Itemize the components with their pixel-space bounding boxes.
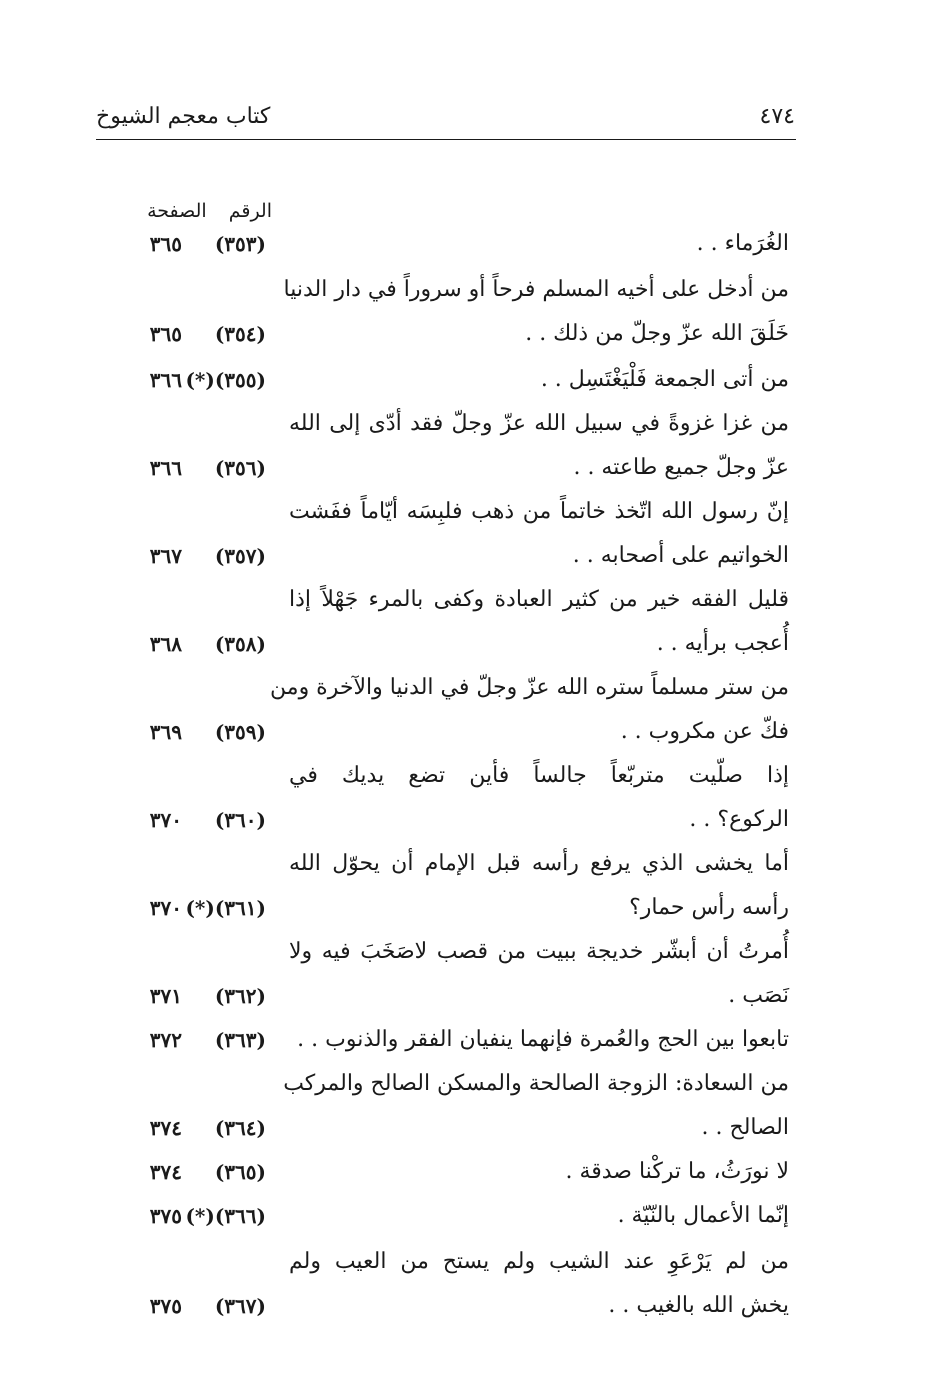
hadith-text: إنّما الأعمال بالنّيّة . [617,1203,789,1228]
hadith-number: (٣٦٦)(*) [185,1204,266,1228]
hadith-text: الركوع؟ . . [689,807,789,832]
page-reference: ٣٦٥ [149,232,182,256]
index-row [0,666,947,710]
hadith-text: الخواتيم على أصحابه . . [572,543,789,568]
index-row [0,578,947,622]
hadith-text: أما يخشى الذي يرفع رأسه قبل الإمام أن يحوّل الله [289,851,789,876]
index-row [0,1018,947,1062]
index-row [0,974,947,1018]
hadith-text: أُعجب برأيه . . [656,631,789,656]
hadith-text: من ستر مسلماً ستره الله عزّ وجلّ في الدنيا والآخرة ومن [270,675,789,700]
hadith-number: (٣٥٩) [214,720,266,744]
index-row [0,710,947,754]
page-reference: ٣٦٦ [149,456,182,480]
hadith-text: فكّ عن مكروب . . [620,719,789,744]
hadith-number: (٣٦٧) [214,1294,266,1318]
hadith-text: يخش الله بالغيب . . [608,1293,789,1318]
page-reference: ٣٧٠ [149,896,182,920]
index-row [0,1284,947,1328]
page-reference: ٣٧٤ [149,1160,182,1184]
hadith-number: (٣٦٥) [214,1160,266,1184]
hadith-text: عزّ وجلّ جميع طاعته . . [573,455,789,480]
page-number: ٤٧٤ [759,104,795,129]
hadith-text: خَلَقَ الله عزّ وجلّ من ذلك . . [525,321,789,346]
page-reference: ٣٧٤ [149,1116,182,1140]
hadith-number: (٣٥٧) [214,544,266,568]
hadith-number: (٣٦٣) [214,1028,266,1052]
index-row [0,1194,947,1238]
index-row [0,358,947,402]
index-row [0,1240,947,1284]
page-reference: ٣٧٠ [149,808,182,832]
index-row [0,402,947,446]
hadith-text: لا نورَثُ، ما تركْنا صدقة . [565,1159,789,1184]
hadith-number: (٣٥٣) [214,232,266,256]
hadith-number: (٣٥٦) [214,456,266,480]
index-row [0,842,947,886]
index-row [0,490,947,534]
column-headers [112,200,272,222]
page-reference: ٣٦٨ [149,632,182,656]
index-row [0,798,947,842]
hadith-number: (٣٦٤) [214,1116,266,1140]
index-row [0,622,947,666]
page-reference: ٣٧٥ [149,1204,182,1228]
hadith-text: من أتى الجمعة فَلْيَغْتَسِل . . [540,367,789,392]
hadith-number: (٣٦٠) [214,808,266,832]
index-row [0,930,947,974]
hadith-text: رأسه رأس حمار؟ [629,895,789,920]
hadith-number: (٣٥٥)(*) [185,368,266,392]
hadith-text: من أدخل على أخيه المسلم فرحاً أو سروراً في دار الدنيا [283,277,789,302]
page-reference: ٣٧٢ [149,1028,182,1052]
page-reference: ٣٦٩ [149,720,182,744]
index-row [0,754,947,798]
hadith-number: (٣٦١)(*) [185,896,266,920]
index-row [0,222,947,266]
index-row [0,312,947,356]
page-reference: ٣٧١ [149,984,182,1008]
hadith-text: نَصَب . [728,983,789,1008]
hadith-text: من غزا غزوةً في سبيل الله عزّ وجلّ فقد أدّى إلى الله [289,411,789,436]
index-row [0,1150,947,1194]
hadith-text: الصالح . . [701,1115,789,1140]
hadith-text: قليل الفقه خير من كثير العبادة وكفى بالمرء جَهْلاً إذا [289,587,789,612]
hadith-text: من السعادة: الزوجة الصالحة والمسكن الصالح والمركب [283,1071,789,1096]
page-reference: ٣٦٦ [149,368,182,392]
index-row [0,534,947,578]
hadith-text: من لم يَرْعَوِ عند الشيب ولم يستح من العيب ولم [289,1249,789,1274]
hadith-text: إذا صلّيت متربّعاً جالساً فأين تضع يديك في [289,763,790,788]
index-row [0,886,947,930]
index-row [0,1062,947,1106]
page-reference: ٣٦٥ [149,322,182,346]
index-row [0,446,947,490]
hadith-number: (٣٥٨) [214,632,266,656]
page-column-label: الصفحة [147,200,207,222]
running-title: كتاب معجم الشيوخ [96,104,271,129]
hadith-text: تابعوا بين الحج والعُمرة فإنهما ينفيان الفقر والذنوب . . [297,1027,789,1052]
page-reference: ٣٧٥ [149,1294,182,1318]
hadith-text: الغُرَماء . . [696,231,789,256]
hadith-number: (٣٥٤) [214,322,266,346]
hadith-text: أُمرتُ أن أبشّر خديجة ببيت من قصب لاصَخَبَ فيه ولا [289,939,789,964]
hadith-number: (٣٦٢) [214,984,266,1008]
page-reference: ٣٦٧ [149,544,182,568]
header-divider [96,139,796,140]
number-column-label: الرقم [228,200,272,222]
index-row [0,268,947,312]
index-row [0,1106,947,1150]
hadith-text: إنّ رسول الله اتّخذ خاتماً من ذهب فلبِسَه أيّاماً ففَشت [289,499,790,524]
